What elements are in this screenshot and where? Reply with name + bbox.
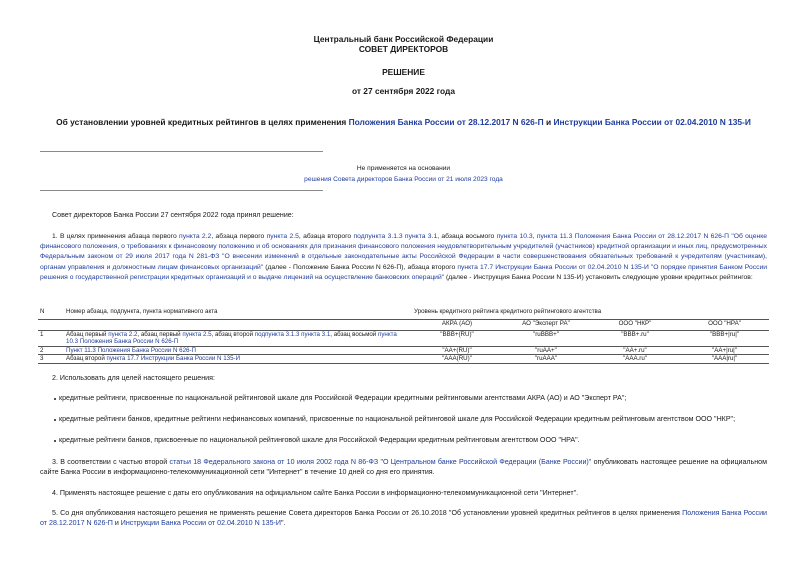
agency-row [38, 319, 769, 330]
link-135i-final[interactable]: Инструкции Банка России от 02.04.2010 N 135-И [120, 519, 281, 528]
link-p11-3[interactable]: пункта 11.3 [536, 233, 573, 240]
bullet-icon [54, 440, 56, 442]
title-link-135i[interactable]: Инструкции Банка России от 02.04.2010 N 135-И [553, 117, 751, 127]
col-para: Номер абзаца, подпункта, пункта нормативного акта [64, 308, 412, 319]
link-626p-full[interactable]: Положения Банка России от 28.12.2017 N 626-П "Об оценке финансового положения, о требованиях к финансовому положению и об основаниях для признания финансового положения неудовлетворительным учредителей (участников) кредитной организации и иных лиц, предусмотренных Федеральным законом от 29 июля 2017 года N 281-ФЗ "О внесении изменений в отдельные законодательные акты Российской Федерации в части совершенствования обязательных требований к учредителям (участникам), органам управления и должностным лицам финансовых организаций" [40, 233, 767, 271]
paragraph-4: 4. Применять настоящее решение с даты его опубликования на официальном сайте Банка России в информационно-телекоммуникационной сети "Интернет". [52, 489, 579, 497]
col-level: Уровень кредитного рейтинга кредитного рейтингового агентства [412, 308, 769, 319]
table-row: 1 Абзац первый пункта 2.2, абзац первый пункта 2.5, абзац второй подпункта 3.1.3 пункта 3.1, абзац восьмой пункта 10.3 Положения Банка России N 626-П "BBB+(RU)" "ruBBB+" "BBB+.ru" "BBB+|ru|" [38, 330, 769, 346]
paragraph-2: 2. Использовать для целей настоящего решения: [52, 374, 215, 382]
col-n: N [38, 308, 64, 319]
bullet-icon [54, 419, 56, 421]
notice-link[interactable]: решения Совета директоров Банка России от 21 июля 2023 года [304, 176, 503, 183]
doc-date: от 27 сентября 2022 года [351, 86, 456, 96]
board-name: СОВЕТ ДИРЕКТОРОВ [358, 44, 449, 54]
divider-top [40, 151, 323, 152]
row1-link-3-1-3[interactable]: подпункта 3.1.3 пункта 3.1 [254, 330, 331, 338]
paragraph-1: 1. В целях применения абзаца первого пункта 2.2, абзаца первого пункта 2.5, абзаца второго подпункта 3.1.3 пункта 3.1, абзаца восьмого пункта 10.3, пункта 11.3 Положения Банка России от 28.12.2017 N 626-П "Об оценке финансового положения, о требованиях к финансовому положению и об основаниях для признания финансового положения неудовлетворительным учредителей (участников) кредитной организации и иных лиц, предусмотренных Федеральным законом от 29 июля 2017 года N 281-ФЗ "О внесении изменений в отдельные законодательные акты Российской Федерации в части совершенствования обязательных требований к учредителям (участникам), органам управления и должностным лицам финансовых организаций" (далее - Положение Банка России N 626-П), абзаца второго пункта 17.7 Инструкции Банка России от 02.04.2010 N 135-И "О порядке принятия Банком России решения о государственной регистрации кредитных организаций и о выдаче лицензий на осуществление банковских операций" (далее - Инструкция Банка России N 135-И) установить следующие уровни кредитных рейтингов: [40, 233, 767, 281]
paragraph-3: 3. В соответствии с частью второй статьи 18 Федерального закона от 10 июля 2002 года N 86-ФЗ "О Центральном банке Российской Федерации (Банке России)" опубликовать настоящее решение на официальном сайте Банка России в информационно-телекоммуникационной сети "Интернет" в течение 10 дней со дня его принятия. [40, 458, 767, 477]
agency-nra: ООО "НРА" [680, 319, 769, 330]
bullet-item: кредитные рейтинги, присвоенные по национальной рейтинговой шкале для Российской Федерации кредитными рейтинговыми агентствами АКРА (АО) и АО "Эксперт РА"; [59, 394, 627, 402]
link-p3-1-3[interactable]: подпункта 3.1.3 пункта 3.1 [353, 233, 438, 240]
link-p2-5[interactable]: пункта 2.5 [266, 233, 299, 240]
row2-link-11-3[interactable]: Пункт 11.3 Положения Банка России N 626-П [66, 346, 196, 354]
org-name: Центральный банк Российской Федерации [313, 34, 494, 44]
link-626p-final[interactable]: Положения Банка России от 28.12.2017 N 626-П [40, 509, 767, 528]
row1-link-2-2[interactable]: пункта 2.2 [108, 330, 138, 338]
bullet-item: кредитные рейтинги банков, присвоенные по национальной рейтинговой шкале для Российской Федерации кредитным рейтинговым агентством ООО "НРА". [59, 436, 580, 444]
agency-expert-ra: АО "Эксперт РА" [502, 319, 590, 330]
row3-link-17-7[interactable]: пункта 17.7 Инструкции Банка России N 135-И [106, 355, 241, 363]
agency-akra: АКРА (АО) [412, 319, 502, 330]
table-row: 2 Пункт 11.3 Положения Банка России N 626-П "AA+(RU)" "ruAA+" "AA+.ru" "AA+|ru|" [38, 346, 769, 355]
link-86fz[interactable]: статьи 18 Федерального закона от 10 июля 2002 года N 86-ФЗ "О Центральном банке Российской Федерации (Банке России)" [169, 458, 592, 466]
bullet-item: кредитные рейтинги банков, кредитные рейтинги нефинансовых компаний, присвоенные по национальной рейтинговой шкале для Российской Федерации кредитным рейтинговым агентством ООО "НКР"; [59, 415, 736, 423]
link-p17-7[interactable]: пункта 17.7 [457, 263, 494, 271]
row1-link-2-5[interactable]: пункта 2.5 [182, 330, 212, 338]
divider-bottom [40, 190, 323, 191]
doc-title: Об установлении уровней кредитных рейтингов в целях применения Положения Банка России от 28.12.2017 N 626-П и Инструкции Банка России от 02.04.2010 N 135-И [56, 117, 751, 127]
doc-type: РЕШЕНИЕ [382, 67, 425, 77]
intro-text: Совет директоров Банка России 27 сентября 2022 года принял решение: [52, 211, 294, 219]
agency-nkr: ООО "НКР" [590, 319, 680, 330]
link-p2-2[interactable]: пункта 2.2 [179, 233, 212, 240]
rating-table [38, 308, 769, 364]
link-p10-3[interactable]: пункта 10.3 [496, 233, 533, 240]
bullet-icon [54, 398, 56, 400]
title-link-626p[interactable]: Положения Банка России от 28.12.2017 N 626-П [348, 117, 544, 127]
table-header-row [38, 308, 769, 319]
paragraph-5: 5. Со дня опубликования настоящего решения не применять решение Совета директоров Банка России от 26.10.2018 "Об установлении уровней кредитных рейтингов в целях применения Положения Банка России от 28.12.2017 N 626-П и Инструкции Банка России от 02.04.2010 N 135-И". [40, 509, 767, 528]
table-row: 3 Абзац второй пункта 17.7 Инструкции Банка России N 135-И "AAA(RU)" "ruAAA" "AAA.ru" "AAA|ru|" [38, 355, 769, 364]
row1-link-10-3[interactable]: пункта 10.3 Положения Банка России N 626-П [66, 330, 397, 346]
notice-line: Не применяется на основании [356, 165, 451, 172]
link-135i-full[interactable]: Инструкции Банка России от 02.04.2010 N 135-И "О порядке принятия Банком России решения о государственной регистрации кредитных организаций и о выдаче лицензий на осуществление банковских операций" [40, 263, 767, 281]
